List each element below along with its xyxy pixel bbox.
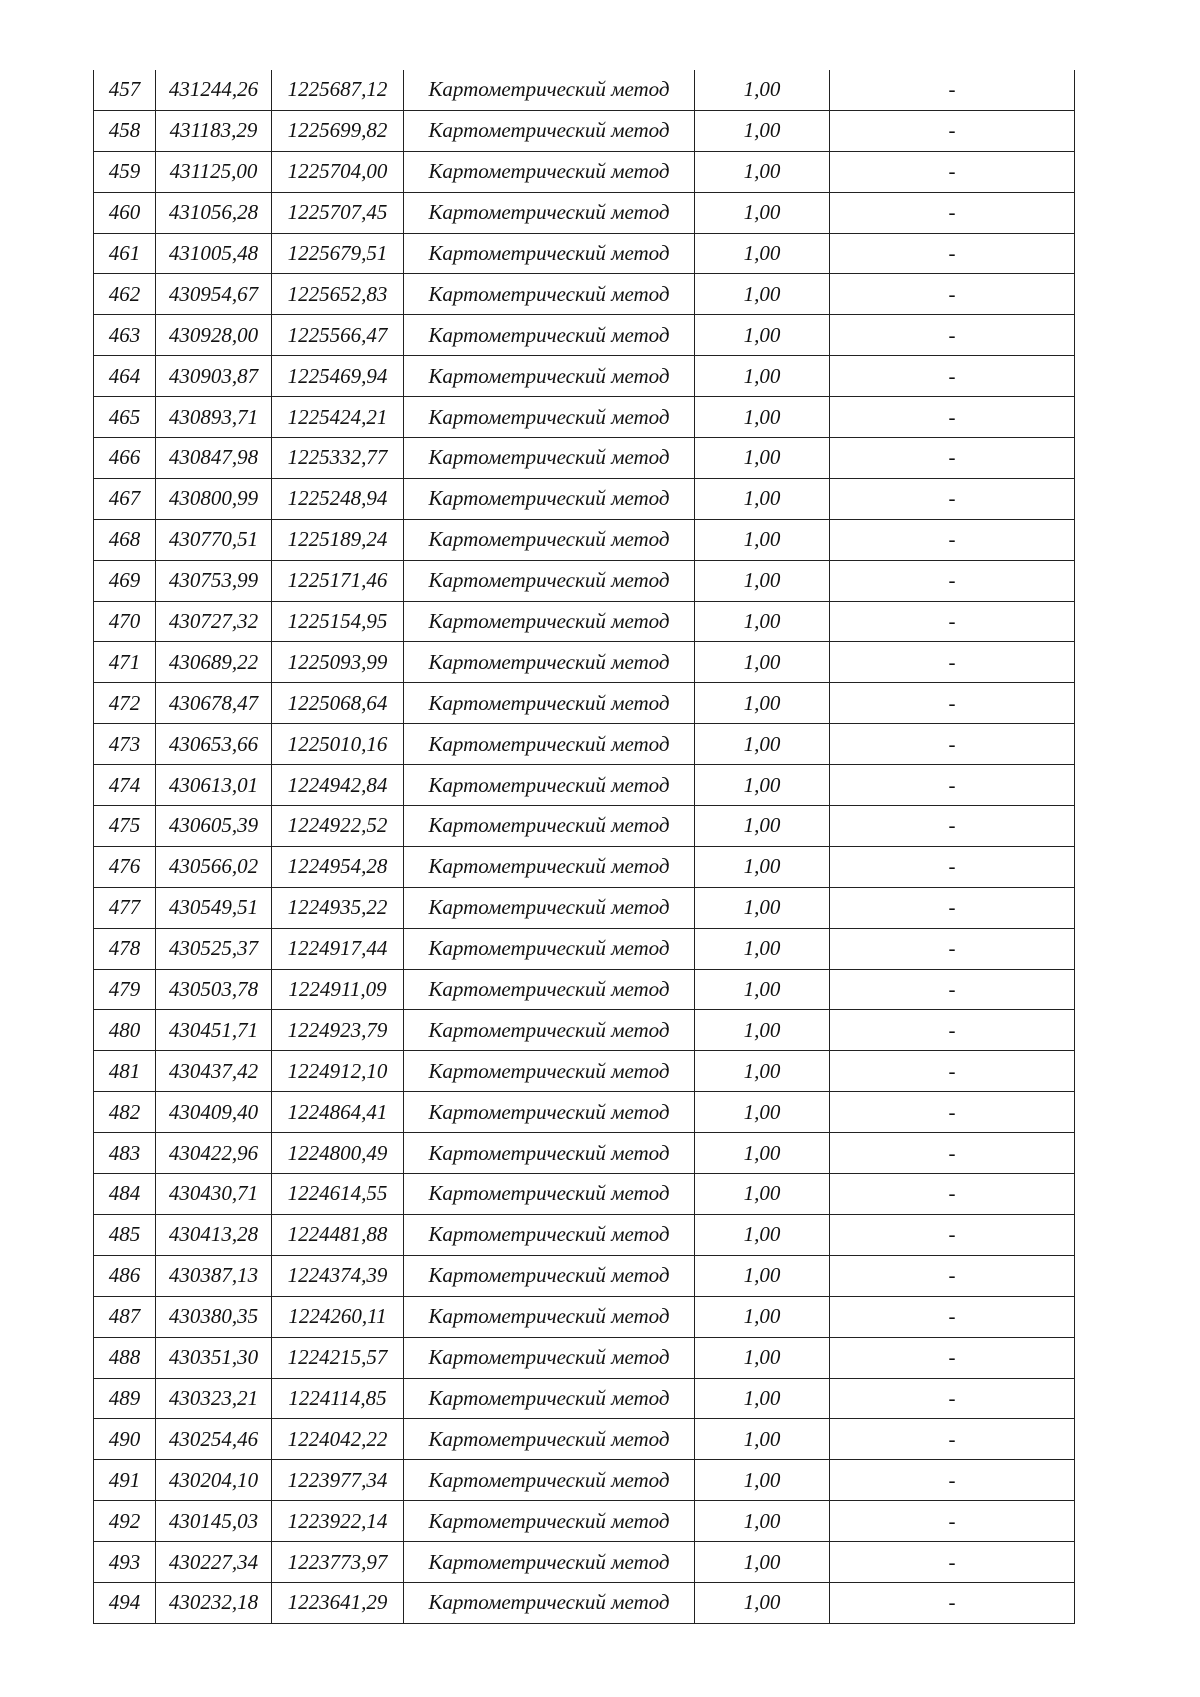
x-coordinate-cell: 430903,87 bbox=[156, 356, 272, 397]
table-row bbox=[94, 1214, 1075, 1255]
note-cell: - bbox=[830, 1378, 1075, 1419]
method-cell: Картометрический метод bbox=[404, 846, 695, 887]
note-cell: - bbox=[830, 1337, 1075, 1378]
note-cell: - bbox=[830, 274, 1075, 315]
accuracy-cell: 1,00 bbox=[695, 1501, 830, 1542]
table-row bbox=[94, 438, 1075, 479]
note-cell: - bbox=[830, 315, 1075, 356]
method-cell: Картометрический метод bbox=[404, 1133, 695, 1174]
table-row bbox=[94, 70, 1075, 110]
point-number-cell: 473 bbox=[94, 724, 156, 765]
table-row bbox=[94, 110, 1075, 151]
y-coordinate-cell: 1225652,83 bbox=[272, 274, 404, 315]
table-row bbox=[94, 519, 1075, 560]
point-number-cell: 474 bbox=[94, 765, 156, 806]
point-number-cell: 486 bbox=[94, 1255, 156, 1296]
point-number-cell: 478 bbox=[94, 928, 156, 969]
x-coordinate-cell: 430232,18 bbox=[156, 1582, 272, 1623]
table-row bbox=[94, 151, 1075, 192]
point-number-cell: 489 bbox=[94, 1378, 156, 1419]
table-row bbox=[94, 642, 1075, 683]
y-coordinate-cell: 1225699,82 bbox=[272, 110, 404, 151]
note-cell: - bbox=[830, 70, 1075, 110]
y-coordinate-cell: 1225093,99 bbox=[272, 642, 404, 683]
accuracy-cell: 1,00 bbox=[695, 1174, 830, 1215]
method-cell: Картометрический метод bbox=[404, 969, 695, 1010]
note-cell: - bbox=[830, 560, 1075, 601]
table-row bbox=[94, 397, 1075, 438]
point-number-cell: 462 bbox=[94, 274, 156, 315]
y-coordinate-cell: 1223977,34 bbox=[272, 1460, 404, 1501]
method-cell: Картометрический метод bbox=[404, 1582, 695, 1623]
method-cell: Картометрический метод bbox=[404, 438, 695, 479]
note-cell: - bbox=[830, 1255, 1075, 1296]
y-coordinate-cell: 1224374,39 bbox=[272, 1255, 404, 1296]
y-coordinate-cell: 1225704,00 bbox=[272, 151, 404, 192]
point-number-cell: 468 bbox=[94, 519, 156, 560]
table-row bbox=[94, 765, 1075, 806]
note-cell: - bbox=[830, 601, 1075, 642]
table-row bbox=[94, 1051, 1075, 1092]
table-row bbox=[94, 806, 1075, 847]
y-coordinate-cell: 1225707,45 bbox=[272, 192, 404, 233]
method-cell: Картометрический метод bbox=[404, 1460, 695, 1501]
accuracy-cell: 1,00 bbox=[695, 1337, 830, 1378]
point-number-cell: 479 bbox=[94, 969, 156, 1010]
y-coordinate-cell: 1225171,46 bbox=[272, 560, 404, 601]
note-cell: - bbox=[830, 683, 1075, 724]
point-number-cell: 476 bbox=[94, 846, 156, 887]
method-cell: Картометрический метод bbox=[404, 601, 695, 642]
note-cell: - bbox=[830, 928, 1075, 969]
x-coordinate-cell: 430689,22 bbox=[156, 642, 272, 683]
note-cell: - bbox=[830, 846, 1075, 887]
x-coordinate-cell: 430351,30 bbox=[156, 1337, 272, 1378]
x-coordinate-cell: 431125,00 bbox=[156, 151, 272, 192]
point-number-cell: 464 bbox=[94, 356, 156, 397]
note-cell: - bbox=[830, 1092, 1075, 1133]
method-cell: Картометрический метод bbox=[404, 724, 695, 765]
accuracy-cell: 1,00 bbox=[695, 765, 830, 806]
note-cell: - bbox=[830, 151, 1075, 192]
x-coordinate-cell: 431183,29 bbox=[156, 110, 272, 151]
accuracy-cell: 1,00 bbox=[695, 887, 830, 928]
y-coordinate-cell: 1224954,28 bbox=[272, 846, 404, 887]
point-number-cell: 485 bbox=[94, 1214, 156, 1255]
accuracy-cell: 1,00 bbox=[695, 315, 830, 356]
x-coordinate-cell: 430323,21 bbox=[156, 1378, 272, 1419]
table-row bbox=[94, 274, 1075, 315]
point-number-cell: 483 bbox=[94, 1133, 156, 1174]
method-cell: Картометрический метод bbox=[404, 1214, 695, 1255]
method-cell: Картометрический метод bbox=[404, 1051, 695, 1092]
y-coordinate-cell: 1224481,88 bbox=[272, 1214, 404, 1255]
method-cell: Картометрический метод bbox=[404, 1419, 695, 1460]
x-coordinate-cell: 430928,00 bbox=[156, 315, 272, 356]
accuracy-cell: 1,00 bbox=[695, 1460, 830, 1501]
table-row bbox=[94, 969, 1075, 1010]
accuracy-cell: 1,00 bbox=[695, 70, 830, 110]
method-cell: Картометрический метод bbox=[404, 1174, 695, 1215]
accuracy-cell: 1,00 bbox=[695, 1255, 830, 1296]
method-cell: Картометрический метод bbox=[404, 397, 695, 438]
table-row bbox=[94, 1460, 1075, 1501]
y-coordinate-cell: 1223641,29 bbox=[272, 1582, 404, 1623]
point-number-cell: 472 bbox=[94, 683, 156, 724]
note-cell: - bbox=[830, 233, 1075, 274]
accuracy-cell: 1,00 bbox=[695, 478, 830, 519]
y-coordinate-cell: 1225679,51 bbox=[272, 233, 404, 274]
x-coordinate-cell: 430613,01 bbox=[156, 765, 272, 806]
x-coordinate-cell: 430413,28 bbox=[156, 1214, 272, 1255]
y-coordinate-cell: 1225248,94 bbox=[272, 478, 404, 519]
y-coordinate-cell: 1224114,85 bbox=[272, 1378, 404, 1419]
y-coordinate-cell: 1224935,22 bbox=[272, 887, 404, 928]
accuracy-cell: 1,00 bbox=[695, 560, 830, 601]
coordinates-table-body bbox=[94, 70, 1075, 1623]
point-number-cell: 477 bbox=[94, 887, 156, 928]
method-cell: Картометрический метод bbox=[404, 1501, 695, 1542]
point-number-cell: 493 bbox=[94, 1542, 156, 1583]
y-coordinate-cell: 1224911,09 bbox=[272, 969, 404, 1010]
accuracy-cell: 1,00 bbox=[695, 642, 830, 683]
point-number-cell: 488 bbox=[94, 1337, 156, 1378]
note-cell: - bbox=[830, 642, 1075, 683]
table-row bbox=[94, 1296, 1075, 1337]
y-coordinate-cell: 1225010,16 bbox=[272, 724, 404, 765]
point-number-cell: 465 bbox=[94, 397, 156, 438]
point-number-cell: 463 bbox=[94, 315, 156, 356]
method-cell: Картометрический метод bbox=[404, 765, 695, 806]
accuracy-cell: 1,00 bbox=[695, 274, 830, 315]
table-row bbox=[94, 1092, 1075, 1133]
point-number-cell: 459 bbox=[94, 151, 156, 192]
y-coordinate-cell: 1224923,79 bbox=[272, 1010, 404, 1051]
accuracy-cell: 1,00 bbox=[695, 1582, 830, 1623]
method-cell: Картометрический метод bbox=[404, 110, 695, 151]
y-coordinate-cell: 1225424,21 bbox=[272, 397, 404, 438]
method-cell: Картометрический метод bbox=[404, 806, 695, 847]
table-row bbox=[94, 1133, 1075, 1174]
point-number-cell: 458 bbox=[94, 110, 156, 151]
table-row bbox=[94, 846, 1075, 887]
accuracy-cell: 1,00 bbox=[695, 519, 830, 560]
x-coordinate-cell: 431005,48 bbox=[156, 233, 272, 274]
note-cell: - bbox=[830, 1501, 1075, 1542]
table-row bbox=[94, 233, 1075, 274]
x-coordinate-cell: 430145,03 bbox=[156, 1501, 272, 1542]
y-coordinate-cell: 1223773,97 bbox=[272, 1542, 404, 1583]
method-cell: Картометрический метод bbox=[404, 192, 695, 233]
x-coordinate-cell: 430409,40 bbox=[156, 1092, 272, 1133]
table-row bbox=[94, 315, 1075, 356]
y-coordinate-cell: 1224800,49 bbox=[272, 1133, 404, 1174]
accuracy-cell: 1,00 bbox=[695, 110, 830, 151]
note-cell: - bbox=[830, 1582, 1075, 1623]
x-coordinate-cell: 430678,47 bbox=[156, 683, 272, 724]
accuracy-cell: 1,00 bbox=[695, 1296, 830, 1337]
accuracy-cell: 1,00 bbox=[695, 438, 830, 479]
accuracy-cell: 1,00 bbox=[695, 397, 830, 438]
method-cell: Картометрический метод bbox=[404, 70, 695, 110]
x-coordinate-cell: 430753,99 bbox=[156, 560, 272, 601]
method-cell: Картометрический метод bbox=[404, 683, 695, 724]
x-coordinate-cell: 430227,34 bbox=[156, 1542, 272, 1583]
table-row bbox=[94, 1501, 1075, 1542]
x-coordinate-cell: 430451,71 bbox=[156, 1010, 272, 1051]
y-coordinate-cell: 1224042,22 bbox=[272, 1419, 404, 1460]
accuracy-cell: 1,00 bbox=[695, 1051, 830, 1092]
point-number-cell: 460 bbox=[94, 192, 156, 233]
method-cell: Картометрический метод bbox=[404, 519, 695, 560]
table-row bbox=[94, 1419, 1075, 1460]
note-cell: - bbox=[830, 1133, 1075, 1174]
note-cell: - bbox=[830, 1419, 1075, 1460]
note-cell: - bbox=[830, 438, 1075, 479]
accuracy-cell: 1,00 bbox=[695, 969, 830, 1010]
method-cell: Картометрический метод bbox=[404, 1378, 695, 1419]
method-cell: Картометрический метод bbox=[404, 1010, 695, 1051]
accuracy-cell: 1,00 bbox=[695, 1214, 830, 1255]
x-coordinate-cell: 430605,39 bbox=[156, 806, 272, 847]
y-coordinate-cell: 1224917,44 bbox=[272, 928, 404, 969]
x-coordinate-cell: 430727,32 bbox=[156, 601, 272, 642]
table-row bbox=[94, 683, 1075, 724]
y-coordinate-cell: 1224942,84 bbox=[272, 765, 404, 806]
y-coordinate-cell: 1225687,12 bbox=[272, 70, 404, 110]
note-cell: - bbox=[830, 397, 1075, 438]
method-cell: Картометрический метод bbox=[404, 560, 695, 601]
y-coordinate-cell: 1224614,55 bbox=[272, 1174, 404, 1215]
accuracy-cell: 1,00 bbox=[695, 683, 830, 724]
x-coordinate-cell: 430503,78 bbox=[156, 969, 272, 1010]
point-number-cell: 484 bbox=[94, 1174, 156, 1215]
note-cell: - bbox=[830, 806, 1075, 847]
note-cell: - bbox=[830, 192, 1075, 233]
x-coordinate-cell: 430549,51 bbox=[156, 887, 272, 928]
note-cell: - bbox=[830, 519, 1075, 560]
y-coordinate-cell: 1225566,47 bbox=[272, 315, 404, 356]
x-coordinate-cell: 430437,42 bbox=[156, 1051, 272, 1092]
accuracy-cell: 1,00 bbox=[695, 1092, 830, 1133]
method-cell: Картометрический метод bbox=[404, 478, 695, 519]
x-coordinate-cell: 430380,35 bbox=[156, 1296, 272, 1337]
x-coordinate-cell: 430254,46 bbox=[156, 1419, 272, 1460]
y-coordinate-cell: 1224215,57 bbox=[272, 1337, 404, 1378]
x-coordinate-cell: 430566,02 bbox=[156, 846, 272, 887]
point-number-cell: 490 bbox=[94, 1419, 156, 1460]
accuracy-cell: 1,00 bbox=[695, 233, 830, 274]
y-coordinate-cell: 1224260,11 bbox=[272, 1296, 404, 1337]
accuracy-cell: 1,00 bbox=[695, 1542, 830, 1583]
accuracy-cell: 1,00 bbox=[695, 601, 830, 642]
accuracy-cell: 1,00 bbox=[695, 846, 830, 887]
table-row bbox=[94, 724, 1075, 765]
accuracy-cell: 1,00 bbox=[695, 192, 830, 233]
table-row bbox=[94, 1255, 1075, 1296]
y-coordinate-cell: 1224922,52 bbox=[272, 806, 404, 847]
accuracy-cell: 1,00 bbox=[695, 1419, 830, 1460]
point-number-cell: 480 bbox=[94, 1010, 156, 1051]
note-cell: - bbox=[830, 969, 1075, 1010]
point-number-cell: 487 bbox=[94, 1296, 156, 1337]
x-coordinate-cell: 430954,67 bbox=[156, 274, 272, 315]
table-row bbox=[94, 1174, 1075, 1215]
y-coordinate-cell: 1225189,24 bbox=[272, 519, 404, 560]
x-coordinate-cell: 430893,71 bbox=[156, 397, 272, 438]
y-coordinate-cell: 1225332,77 bbox=[272, 438, 404, 479]
table-row bbox=[94, 1010, 1075, 1051]
method-cell: Картометрический метод bbox=[404, 1092, 695, 1133]
accuracy-cell: 1,00 bbox=[695, 1133, 830, 1174]
x-coordinate-cell: 430525,37 bbox=[156, 928, 272, 969]
accuracy-cell: 1,00 bbox=[695, 806, 830, 847]
x-coordinate-cell: 430800,99 bbox=[156, 478, 272, 519]
note-cell: - bbox=[830, 1542, 1075, 1583]
table-row bbox=[94, 356, 1075, 397]
point-number-cell: 492 bbox=[94, 1501, 156, 1542]
y-coordinate-cell: 1225469,94 bbox=[272, 356, 404, 397]
x-coordinate-cell: 431056,28 bbox=[156, 192, 272, 233]
method-cell: Картометрический метод bbox=[404, 928, 695, 969]
x-coordinate-cell: 430387,13 bbox=[156, 1255, 272, 1296]
accuracy-cell: 1,00 bbox=[695, 928, 830, 969]
method-cell: Картометрический метод bbox=[404, 1255, 695, 1296]
method-cell: Картометрический метод bbox=[404, 356, 695, 397]
x-coordinate-cell: 430422,96 bbox=[156, 1133, 272, 1174]
table-row bbox=[94, 192, 1075, 233]
point-number-cell: 481 bbox=[94, 1051, 156, 1092]
note-cell: - bbox=[830, 887, 1075, 928]
point-number-cell: 475 bbox=[94, 806, 156, 847]
table-row bbox=[94, 1542, 1075, 1583]
method-cell: Картометрический метод bbox=[404, 1296, 695, 1337]
y-coordinate-cell: 1224912,10 bbox=[272, 1051, 404, 1092]
accuracy-cell: 1,00 bbox=[695, 724, 830, 765]
point-number-cell: 471 bbox=[94, 642, 156, 683]
x-coordinate-cell: 430653,66 bbox=[156, 724, 272, 765]
accuracy-cell: 1,00 bbox=[695, 151, 830, 192]
table-row bbox=[94, 478, 1075, 519]
x-coordinate-cell: 431244,26 bbox=[156, 70, 272, 110]
method-cell: Картометрический метод bbox=[404, 887, 695, 928]
y-coordinate-cell: 1224864,41 bbox=[272, 1092, 404, 1133]
coordinates-table bbox=[93, 70, 1075, 1624]
point-number-cell: 470 bbox=[94, 601, 156, 642]
y-coordinate-cell: 1225154,95 bbox=[272, 601, 404, 642]
point-number-cell: 466 bbox=[94, 438, 156, 479]
method-cell: Картометрический метод bbox=[404, 233, 695, 274]
table-row bbox=[94, 560, 1075, 601]
point-number-cell: 457 bbox=[94, 70, 156, 110]
x-coordinate-cell: 430770,51 bbox=[156, 519, 272, 560]
note-cell: - bbox=[830, 1010, 1075, 1051]
note-cell: - bbox=[830, 356, 1075, 397]
method-cell: Картометрический метод bbox=[404, 642, 695, 683]
method-cell: Картометрический метод bbox=[404, 274, 695, 315]
note-cell: - bbox=[830, 1174, 1075, 1215]
note-cell: - bbox=[830, 478, 1075, 519]
x-coordinate-cell: 430430,71 bbox=[156, 1174, 272, 1215]
point-number-cell: 491 bbox=[94, 1460, 156, 1501]
method-cell: Картометрический метод bbox=[404, 1542, 695, 1583]
table-row bbox=[94, 887, 1075, 928]
note-cell: - bbox=[830, 1051, 1075, 1092]
method-cell: Картометрический метод bbox=[404, 1337, 695, 1378]
note-cell: - bbox=[830, 1296, 1075, 1337]
table-row bbox=[94, 601, 1075, 642]
point-number-cell: 461 bbox=[94, 233, 156, 274]
table-row bbox=[94, 1378, 1075, 1419]
point-number-cell: 482 bbox=[94, 1092, 156, 1133]
note-cell: - bbox=[830, 1214, 1075, 1255]
note-cell: - bbox=[830, 110, 1075, 151]
x-coordinate-cell: 430847,98 bbox=[156, 438, 272, 479]
y-coordinate-cell: 1225068,64 bbox=[272, 683, 404, 724]
method-cell: Картометрический метод bbox=[404, 315, 695, 356]
accuracy-cell: 1,00 bbox=[695, 356, 830, 397]
note-cell: - bbox=[830, 1460, 1075, 1501]
x-coordinate-cell: 430204,10 bbox=[156, 1460, 272, 1501]
y-coordinate-cell: 1223922,14 bbox=[272, 1501, 404, 1542]
note-cell: - bbox=[830, 724, 1075, 765]
table-row bbox=[94, 1337, 1075, 1378]
note-cell: - bbox=[830, 765, 1075, 806]
point-number-cell: 494 bbox=[94, 1582, 156, 1623]
accuracy-cell: 1,00 bbox=[695, 1010, 830, 1051]
table-row bbox=[94, 1582, 1075, 1623]
point-number-cell: 469 bbox=[94, 560, 156, 601]
accuracy-cell: 1,00 bbox=[695, 1378, 830, 1419]
method-cell: Картометрический метод bbox=[404, 151, 695, 192]
table-row bbox=[94, 928, 1075, 969]
point-number-cell: 467 bbox=[94, 478, 156, 519]
